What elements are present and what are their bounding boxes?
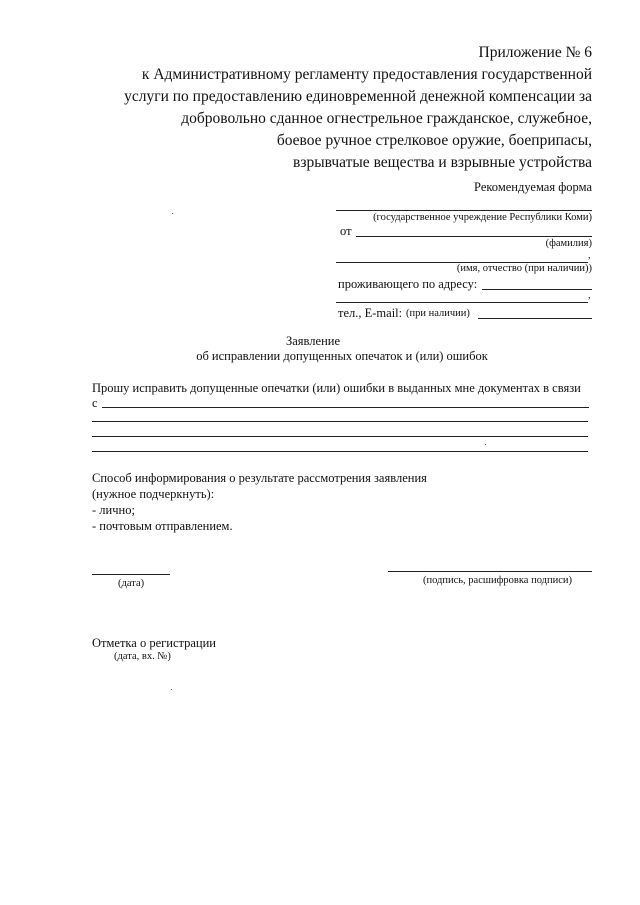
statement-title: Заявление <box>285 334 341 348</box>
signature-line <box>388 571 592 572</box>
phone-line <box>478 318 592 319</box>
header-line-4: боевое ручное стрелковое оружие, боеприпасы, <box>276 132 592 149</box>
address-line-comma: , <box>588 290 591 301</box>
name-line-comma: , <box>588 250 591 261</box>
registration-label: Отметка о регистрации <box>92 636 216 650</box>
header-line-5: взрывчатые вещества и взрывные устройства <box>293 154 592 171</box>
date-line <box>92 574 170 575</box>
appendix-number: Приложение № 6 <box>478 44 592 61</box>
scan-speck <box>172 213 173 214</box>
institution-hint: (государственное учреждение Республики Коми) <box>373 212 592 223</box>
recommended-form-note: Рекомендуемая форма <box>474 180 592 194</box>
reason-line-2 <box>92 421 588 422</box>
registration-hint: (дата, вх. №) <box>114 651 171 662</box>
notify-hint: (нужное подчеркнуть): <box>92 487 215 501</box>
request-text: Прошу исправить допущенные опечатки (или) ошибки в выданных мне документах в связи <box>92 381 581 395</box>
scan-speck <box>485 444 486 445</box>
signature-hint: (подпись, расшифровка подписи) <box>422 575 572 586</box>
header-line-3: добровольно сданное огнестрельное гражданское, служебное, <box>181 110 592 127</box>
institution-line <box>336 210 592 211</box>
reason-prefix: с <box>92 396 98 410</box>
from-label: от <box>340 224 352 238</box>
header-line-2: услуги по предоставлению единовременной денежной компенсации за <box>124 88 592 105</box>
notify-option-post: - почтовым отправлением. <box>92 519 233 533</box>
date-hint: (дата) <box>118 578 145 589</box>
statement-subtitle: об исправлении допущенных опечаток и (или) ошибок <box>196 349 488 363</box>
surname-line <box>356 236 592 237</box>
address-line-2 <box>336 302 588 303</box>
scan-speck <box>171 689 172 690</box>
address-line-1 <box>482 289 592 290</box>
header-line-1: к Административному регламенту предоставления государственной <box>141 66 592 83</box>
reason-line-3 <box>92 436 588 437</box>
notify-heading: Способ информирования о результате рассмотрения заявления <box>92 471 427 485</box>
residing-label: проживающего по адресу: <box>338 277 478 291</box>
name-hint: (имя, отчество (при наличии)) <box>456 263 592 274</box>
reason-line-4 <box>92 451 588 452</box>
notify-option-in-person: - лично; <box>92 503 135 517</box>
reason-line-1 <box>102 407 589 408</box>
phone-hint: (при наличии) <box>406 308 470 319</box>
surname-hint: (фамилия) <box>545 238 592 249</box>
phone-label: тел., E-mail: <box>338 306 403 320</box>
